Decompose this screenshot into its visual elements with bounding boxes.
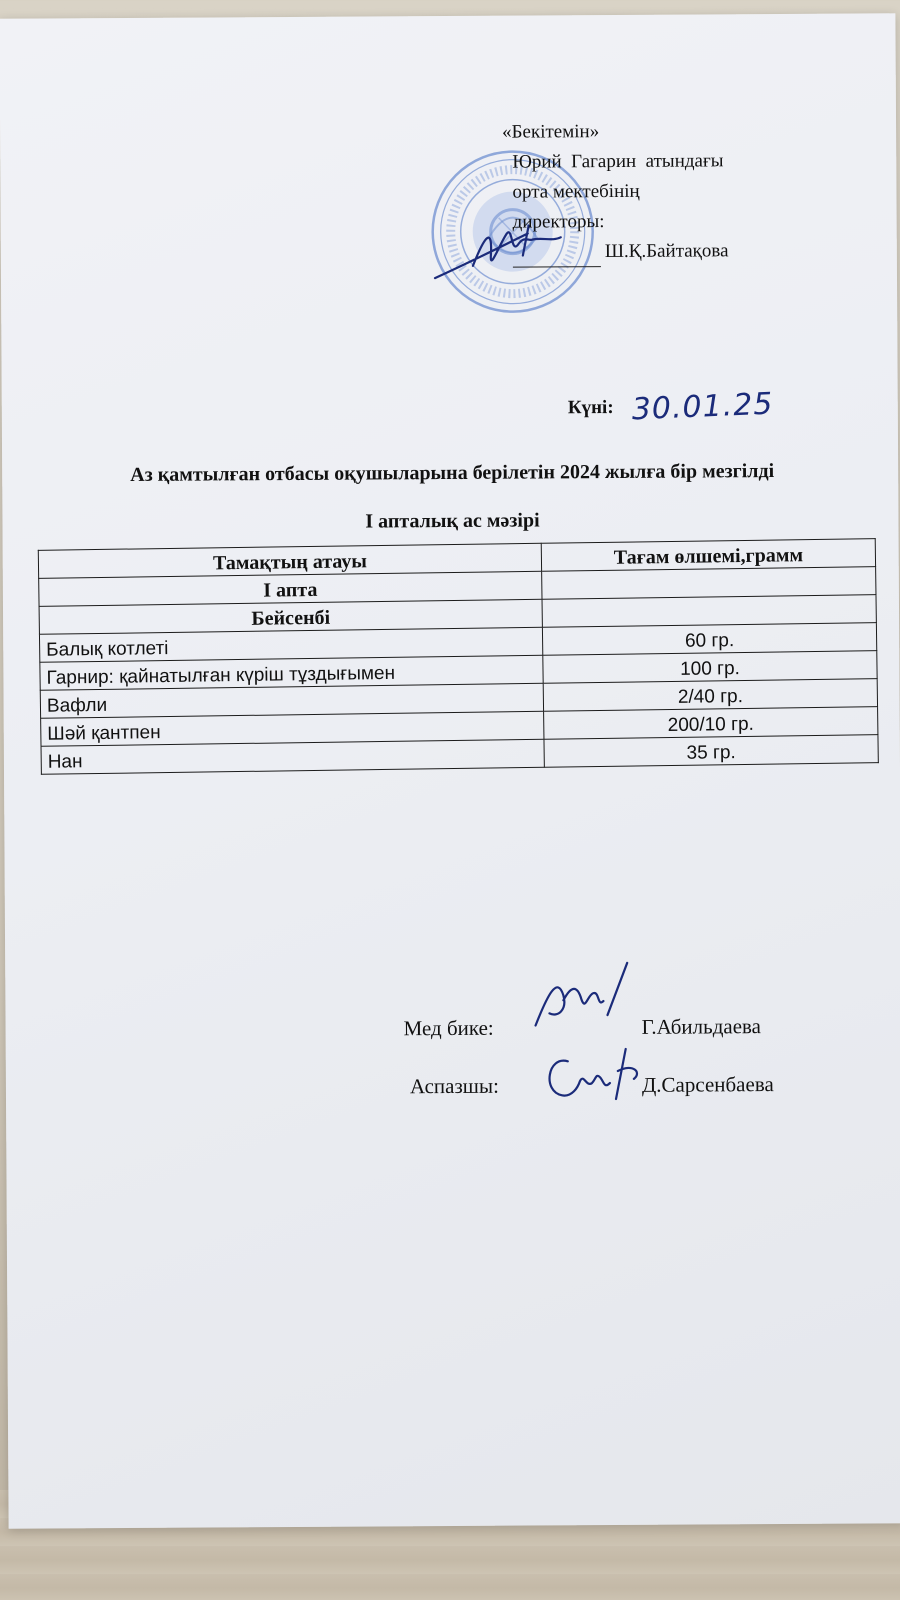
document-page	[0, 13, 900, 1528]
dish-name: Вафли	[40, 683, 543, 718]
dish-portion: 200/10 гр.	[544, 707, 878, 740]
director-sign-line	[513, 236, 729, 267]
cook-signature	[538, 1043, 648, 1114]
dish-portion: 2/40 гр.	[543, 679, 877, 712]
date-value-handwritten: 30.01.25	[630, 386, 774, 428]
approval-line-2: орта мектебінің	[512, 180, 640, 203]
dish-name: Гарнир: қайнатылған күріш тұздығымен	[40, 655, 543, 690]
nurse-signature	[527, 955, 638, 1046]
date-row	[567, 386, 774, 428]
approval-line-1: Юрий Гагарин атындағы	[512, 150, 724, 173]
day-label: Бейсенбі	[39, 599, 542, 634]
header-portion-size: Тағам өлшемі,грамм	[541, 539, 875, 572]
dish-name: Нан	[41, 739, 544, 774]
cook-name: Д.Сарсенбаева	[641, 1072, 774, 1097]
document-subtitle: I апталық ас мәзірі	[365, 509, 540, 533]
nurse-role-label: Мед бике:	[403, 1015, 494, 1041]
dish-name: Шәй қантпен	[41, 711, 544, 746]
signature-underline	[513, 246, 601, 268]
cook-role-label: Аспазшы:	[409, 1073, 499, 1099]
dish-portion: 60 гр.	[542, 623, 876, 656]
nurse-name: Г.Абильдаева	[641, 1014, 762, 1039]
approval-line-3: директоры:	[512, 211, 605, 233]
date-label: Күні:	[567, 396, 614, 418]
menu-table	[38, 538, 879, 775]
document-title: Аз қамтылған отбасы оқушыларына берілетін 2024 жылға бір мезгілді	[130, 460, 775, 486]
dish-portion: 100 гр.	[543, 651, 877, 684]
week-label: I апта	[39, 571, 542, 606]
dish-portion: 35 гр.	[544, 735, 878, 768]
director-name: Ш.Қ.Байтақова	[604, 240, 729, 263]
approval-heading: «Бекітемін»	[502, 121, 600, 143]
dish-name: Балық котлеті	[39, 627, 542, 662]
approval-block	[502, 116, 729, 267]
header-dish-name: Тамақтың атауы	[38, 543, 541, 578]
